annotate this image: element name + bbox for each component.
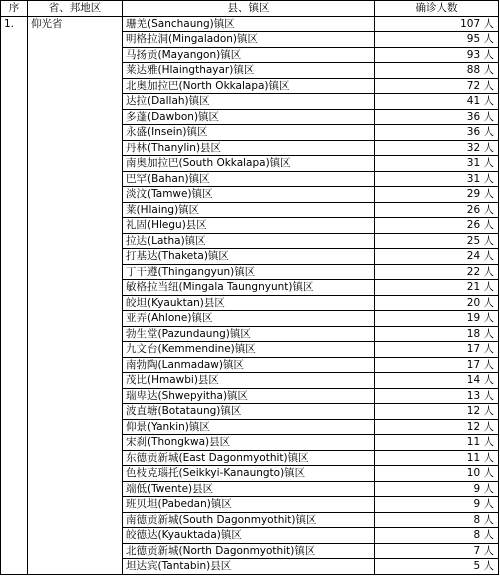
district-name: 南奥加拉巴(South Okkalapa)镇区 [123,156,375,172]
case-count: 36 人 [375,109,499,125]
header-region: 省、邦地区 [28,1,123,17]
case-count: 12 人 [375,404,499,420]
district-name: 马扬贡(Mayangon)镇区 [123,47,375,63]
header-count: 确诊人数 [375,1,499,17]
case-count: 26 人 [375,218,499,234]
district-name: 色枝克瑙托(Seikkyi-Kanaungto)镇区 [123,466,375,482]
region-name: 仰光省 [28,16,123,574]
district-name: 仰景(Yankin)镇区 [123,419,375,435]
case-count: 8 人 [375,512,499,528]
district-name: 皎坦(Kyauktan)县区 [123,295,375,311]
district-name: 永盛(Insein)镇区 [123,125,375,141]
case-count: 31 人 [375,171,499,187]
table-body [1,16,499,574]
case-count: 93 人 [375,47,499,63]
case-count: 9 人 [375,497,499,513]
district-name: 茂比(Hmawbi)县区 [123,373,375,389]
district-name: 莱(Hlaing)镇区 [123,202,375,218]
district-name: 宋刹(Thongkwa)县区 [123,435,375,451]
case-count: 24 人 [375,249,499,265]
district-name: 北德贡新城(North Dagonmyothit)镇区 [123,543,375,559]
district-name: 明格拉洞(Mingaladon)镇区 [123,32,375,48]
case-count: 26 人 [375,202,499,218]
district-name: 亚弄(Ahlone)镇区 [123,311,375,327]
district-name: 皎德达(Kyauktada)镇区 [123,528,375,544]
district-name: 巴罕(Bahan)镇区 [123,171,375,187]
case-count: 12 人 [375,419,499,435]
district-name: 南勃陶(Lanmadaw)镇区 [123,357,375,373]
case-count: 11 人 [375,435,499,451]
case-count: 17 人 [375,342,499,358]
case-count: 31 人 [375,156,499,172]
district-name: 勃生堂(Pazundaung)镇区 [123,326,375,342]
district-name: 打基达(Thaketa)镇区 [123,249,375,265]
table-row [1,16,499,32]
district-name: 礼固(Hlegu)县区 [123,218,375,234]
case-count: 8 人 [375,528,499,544]
case-count: 7 人 [375,543,499,559]
case-count: 11 人 [375,450,499,466]
district-name: 达拉(Dallah)镇区 [123,94,375,110]
case-count: 36 人 [375,125,499,141]
case-count: 19 人 [375,311,499,327]
case-count: 9 人 [375,481,499,497]
district-name: 波直塘(Botataung)镇区 [123,404,375,420]
case-count: 25 人 [375,233,499,249]
case-count: 14 人 [375,373,499,389]
district-name: 丁干遵(Thingangyun)镇区 [123,264,375,280]
case-count: 41 人 [375,94,499,110]
district-name: 坦达宾(Tantabin)县区 [123,559,375,575]
district-name: 敏格拉当纽(Mingala Taungnyunt)镇区 [123,280,375,296]
district-name: 珊羌(Sanchaung)镇区 [123,16,375,32]
case-count: 21 人 [375,280,499,296]
district-name: 莱达雅(Hlaingthayar)镇区 [123,63,375,79]
case-count: 20 人 [375,295,499,311]
case-count: 18 人 [375,326,499,342]
district-name: 班贝坦(Pabedan)镇区 [123,497,375,513]
case-count: 72 人 [375,78,499,94]
header-index: 序 [1,1,28,17]
case-count: 5 人 [375,559,499,575]
header-district: 县、镇区 [123,1,375,17]
header-row [1,1,499,17]
district-name: 拉达(Latha)镇区 [123,233,375,249]
case-count: 95 人 [375,32,499,48]
case-count: 22 人 [375,264,499,280]
district-name: 丹林(Thanylin)县区 [123,140,375,156]
case-count: 17 人 [375,357,499,373]
district-name: 九文台(Kemmendine)镇区 [123,342,375,358]
district-name: 东德贡新城(East Dagonmyothit)镇区 [123,450,375,466]
row-index: 1. [1,16,28,574]
case-count: 10 人 [375,466,499,482]
district-name: 端低(Twente)县区 [123,481,375,497]
district-name: 淡汶(Tamwe)镇区 [123,187,375,203]
district-name: 北奥加拉巴(North Okkalapa)镇区 [123,78,375,94]
case-count: 107 人 [375,16,499,32]
district-name: 瑞卑达(Shwepyitha)镇区 [123,388,375,404]
case-count: 88 人 [375,63,499,79]
case-count: 32 人 [375,140,499,156]
case-count: 13 人 [375,388,499,404]
case-count: 29 人 [375,187,499,203]
district-name: 南德贡新城(South Dagonmyothit)镇区 [123,512,375,528]
district-name: 多蓬(Dawbon)镇区 [123,109,375,125]
